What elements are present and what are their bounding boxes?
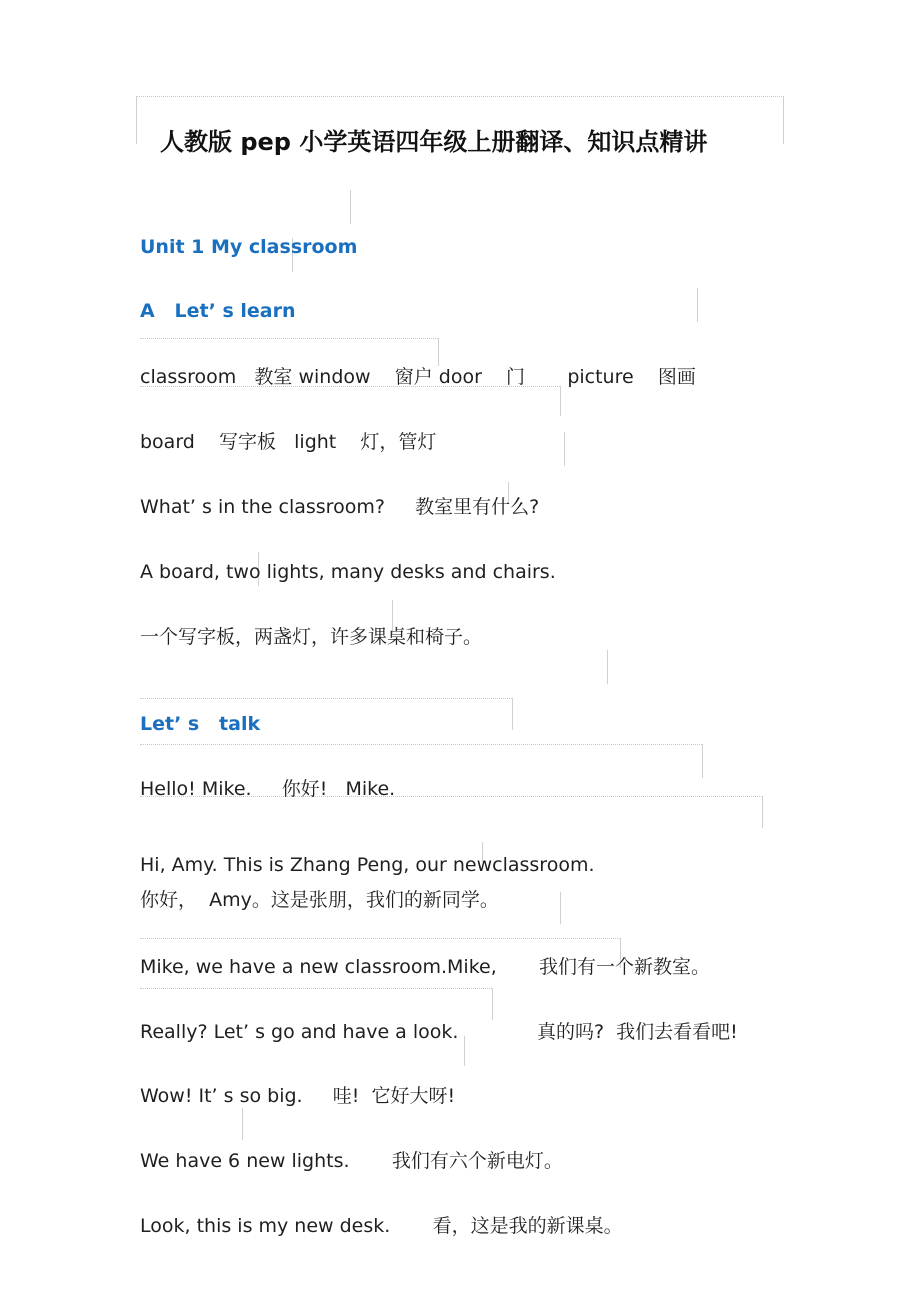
dialogue-line: Wow! It’ s so big. 哇! 它好大呀!: [140, 1085, 456, 1107]
dialogue-line: Look, this is my new desk. 看，这是我的新课桌。: [140, 1215, 623, 1237]
dialogue-line: Mike, we have a new classroom.Mike, 我们有一个新教室。: [140, 956, 711, 978]
guide-line: [697, 288, 698, 322]
guide-line: [140, 988, 492, 989]
vocab-line: classroom 教室 window 窗户 door 门 picture 图画: [140, 366, 696, 388]
guide-line: [438, 338, 439, 366]
guide-line: [560, 892, 561, 924]
guide-line: [140, 698, 512, 699]
section-heading-lets-talk: Let’ s talk: [140, 713, 261, 735]
guide-line: [564, 432, 565, 466]
guide-line: [140, 338, 438, 339]
vocab-line: board 写字板 light 灯，管灯: [140, 431, 437, 453]
dialogue-line: Hi, Amy. This is Zhang Peng, our newclassroom.: [140, 854, 595, 876]
guide-line: [762, 796, 763, 828]
guide-line: [783, 96, 784, 144]
dialogue-line: We have 6 new lights. 我们有六个新电灯。: [140, 1150, 563, 1172]
dialogue-line: Hello! Mike. 你好! Mike.: [140, 778, 396, 800]
dialogue-line: Really? Let’ s go and have a look. 真的吗? 我们去看看吧!: [140, 1021, 738, 1043]
guide-line: [607, 650, 608, 684]
guide-line: [136, 96, 137, 144]
unit-heading: Unit 1 My classroom: [140, 236, 358, 258]
guide-line: [140, 938, 620, 939]
learn-answer-en: A board, two lights, many desks and chairs.: [140, 561, 556, 583]
guide-line: [140, 744, 702, 745]
guide-line: [702, 744, 703, 778]
learn-question: What’ s in the classroom? 教室里有什么?: [140, 496, 540, 518]
document-title: 人教版 pep 小学英语四年级上册翻译、知识点精讲: [160, 128, 708, 156]
section-heading-lets-learn: A Let’ s learn: [140, 300, 296, 322]
guide-line: [136, 96, 784, 97]
guide-line: [492, 988, 493, 1020]
guide-line: [560, 386, 561, 416]
guide-line: [242, 1108, 243, 1140]
learn-answer-zh: 一个写字板，两盏灯，许多课桌和椅子。: [140, 626, 483, 648]
guide-line: [350, 190, 351, 224]
guide-line: [512, 698, 513, 730]
dialogue-line: 你好， Amy。这是张朋，我们的新同学。: [140, 889, 499, 911]
